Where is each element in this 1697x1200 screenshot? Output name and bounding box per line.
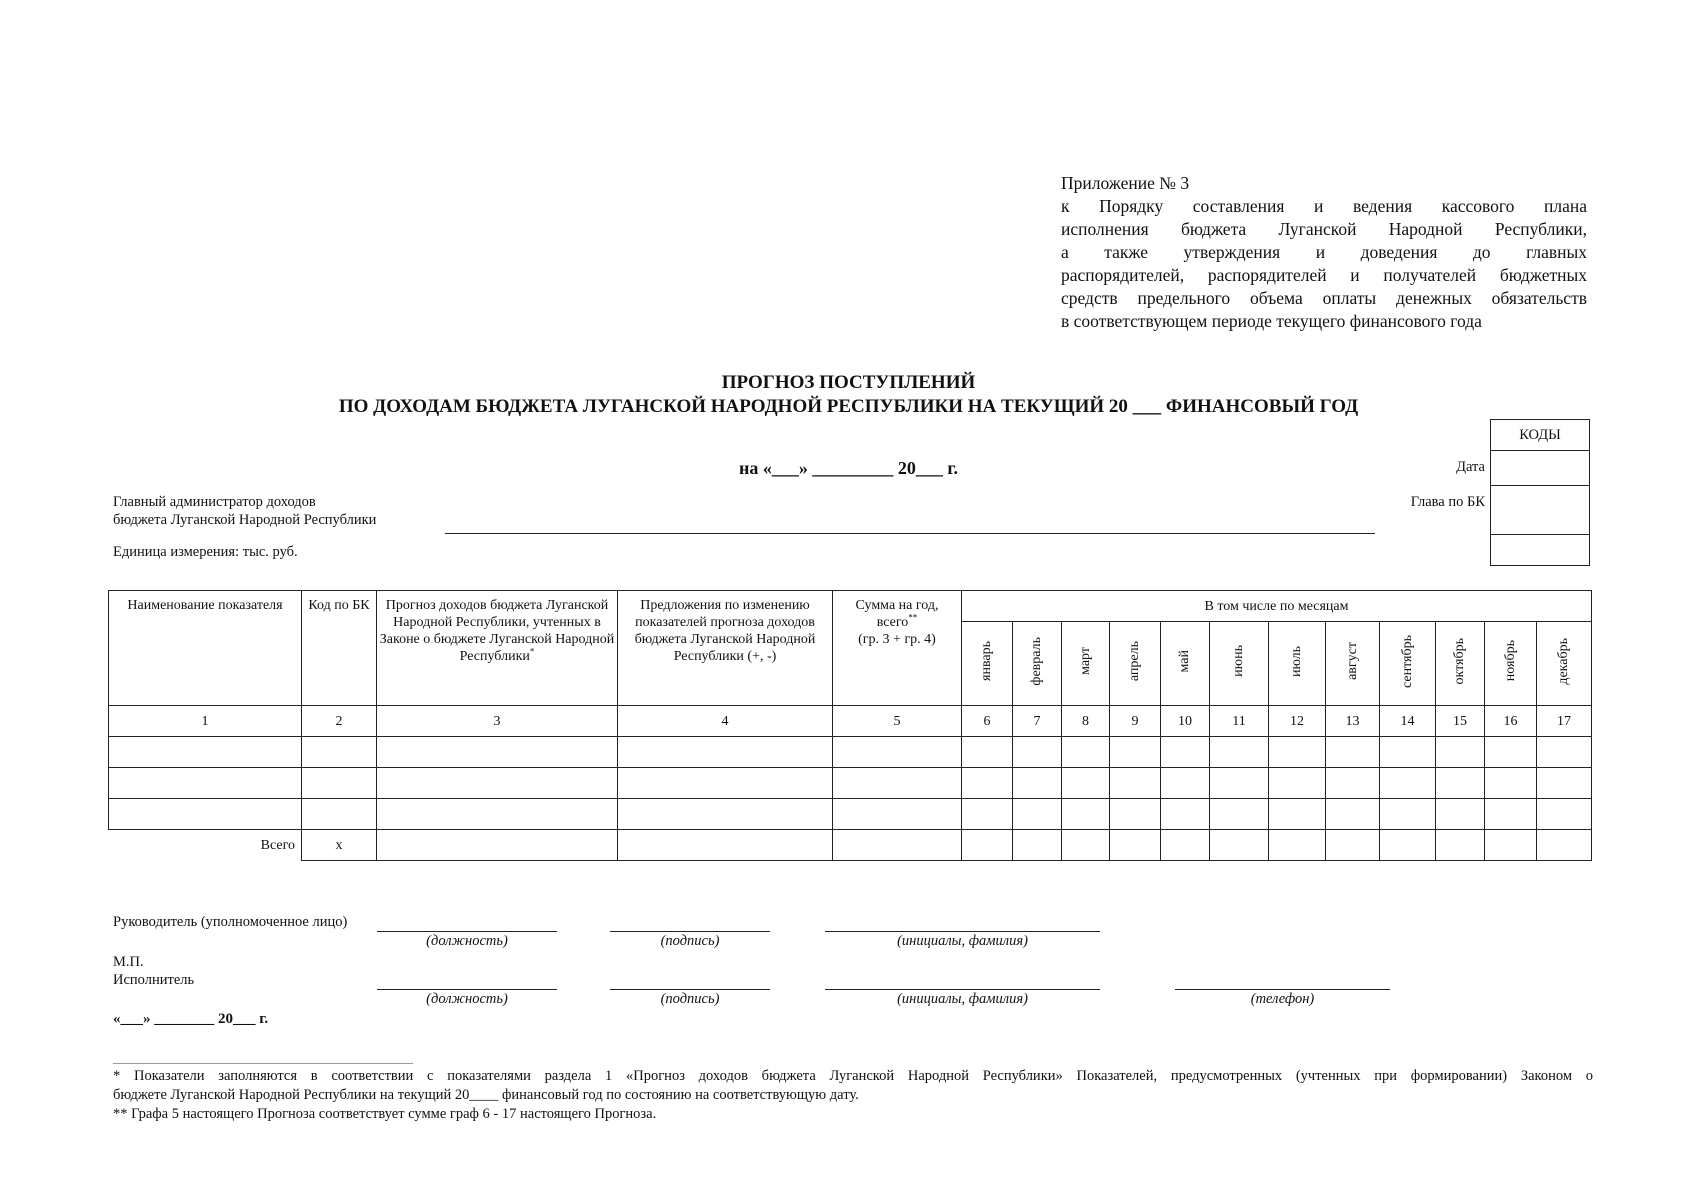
month-label: февраль xyxy=(1029,636,1044,686)
executor-position-caption: (должность) xyxy=(426,991,508,1007)
table-cell[interactable] xyxy=(962,830,1013,861)
table-cell[interactable] xyxy=(377,830,618,861)
total-label: Всего xyxy=(109,830,302,861)
column-number: 10 xyxy=(1161,706,1210,737)
table-row xyxy=(109,799,1592,830)
table-cell[interactable] xyxy=(1210,830,1269,861)
table-cell[interactable] xyxy=(1436,830,1485,861)
header-month xyxy=(1062,622,1110,706)
month-label: сентябрь xyxy=(1399,634,1415,688)
table-cell[interactable] xyxy=(1436,799,1485,830)
column-number: 7 xyxy=(1013,706,1062,737)
table-cell[interactable] xyxy=(1062,768,1110,799)
column-number: 15 xyxy=(1436,706,1485,737)
table-cell[interactable] xyxy=(1380,737,1436,768)
header-month xyxy=(1537,622,1592,706)
column-number: 3 xyxy=(377,706,618,737)
table-cell[interactable] xyxy=(1062,830,1110,861)
admin-label xyxy=(113,493,376,529)
code-chapter-cell[interactable] xyxy=(1491,486,1590,535)
table-cell[interactable] xyxy=(1380,799,1436,830)
header-sum-line-3: (гр. 3 + гр. 4) xyxy=(858,632,936,647)
month-label: март xyxy=(1077,647,1093,675)
annex-block xyxy=(1061,172,1587,333)
executor-name-line[interactable] xyxy=(825,989,1100,990)
table-cell[interactable] xyxy=(1326,830,1380,861)
unit-label: Единица измерения: тыс. руб. xyxy=(113,544,298,560)
table-cell[interactable] xyxy=(1485,799,1537,830)
executor-phone-caption: (телефон) xyxy=(1250,991,1315,1007)
signature-date: «___» ________ 20___ г. xyxy=(113,1011,269,1027)
table-cell[interactable] xyxy=(1110,799,1161,830)
table-cell[interactable] xyxy=(1210,799,1269,830)
header-month xyxy=(1013,622,1062,706)
annex-line: к Порядку составления и ведения кассового плана xyxy=(1061,196,1587,216)
table-cell[interactable] xyxy=(1436,737,1485,768)
header-month xyxy=(1269,622,1326,706)
table-cell[interactable] xyxy=(1380,830,1436,861)
table-cell[interactable] xyxy=(618,768,833,799)
header-month xyxy=(1380,622,1436,706)
column-number: 12 xyxy=(1269,706,1326,737)
column-number: 5 xyxy=(833,706,962,737)
header-forecast-mark: * xyxy=(529,646,535,657)
total-row xyxy=(109,830,1592,861)
header-sum-line-2 xyxy=(833,614,961,631)
table-cell[interactable] xyxy=(377,799,618,830)
annex-heading: Приложение № 3 xyxy=(1061,173,1190,193)
code-chapter-label: Глава по БК xyxy=(1410,494,1485,510)
table-cell[interactable] xyxy=(1161,830,1210,861)
head-signature-caption: (подпись) xyxy=(660,933,720,949)
table-cell[interactable] xyxy=(1326,799,1380,830)
month-label: декабрь xyxy=(1556,637,1571,685)
table-cell[interactable] xyxy=(302,768,377,799)
table-cell[interactable] xyxy=(1013,799,1062,830)
table-cell[interactable] xyxy=(1013,830,1062,861)
month-label: октябрь xyxy=(1452,637,1467,685)
report-date-line: на «___» _________ 20___ г. xyxy=(738,458,958,478)
table-cell[interactable] xyxy=(962,768,1013,799)
head-signature-line[interactable] xyxy=(610,931,770,932)
table-cell[interactable] xyxy=(618,737,833,768)
header-proposals: Предложения по изменению показателей прогноза доходов бюджета Луганской Народной Республики (+, -) xyxy=(618,591,833,706)
table-cell[interactable] xyxy=(1210,768,1269,799)
month-label: июнь xyxy=(1231,645,1246,677)
header-month xyxy=(1485,622,1537,706)
codes-header: КОДЫ xyxy=(1491,420,1590,451)
annex-line: распорядителей, распорядителей и получателей бюджетных xyxy=(1061,265,1587,285)
table-cell[interactable] xyxy=(1110,737,1161,768)
table-cell[interactable] xyxy=(1537,830,1592,861)
month-label: май xyxy=(1177,649,1192,673)
column-number: 11 xyxy=(1210,706,1269,737)
table-row xyxy=(109,768,1592,799)
header-code: Код по БК xyxy=(302,591,377,706)
column-number: 6 xyxy=(962,706,1013,737)
head-name-caption: (инициалы, фамилия) xyxy=(897,933,1028,949)
table-cell[interactable] xyxy=(1013,768,1062,799)
month-label: август xyxy=(1344,642,1360,680)
column-number: 2 xyxy=(302,706,377,737)
column-number: 9 xyxy=(1110,706,1161,737)
table-cell[interactable] xyxy=(109,737,302,768)
table-cell[interactable] xyxy=(1326,737,1380,768)
table-cell[interactable] xyxy=(962,799,1013,830)
admin-line-1: Главный администратор доходов xyxy=(113,494,316,510)
table-cell[interactable] xyxy=(377,737,618,768)
table-cell[interactable] xyxy=(1326,768,1380,799)
forecast-table xyxy=(108,590,1592,861)
table-cell[interactable] xyxy=(1110,768,1161,799)
table-cell[interactable] xyxy=(962,737,1013,768)
header-sum-line-1: Сумма на год, xyxy=(855,598,939,613)
table-cell[interactable] xyxy=(833,830,962,861)
annex-line: исполнения бюджета Луганской Народной Республики, xyxy=(1061,219,1587,239)
header-month xyxy=(1161,622,1210,706)
admin-field-line[interactable] xyxy=(445,533,1375,534)
table-cell[interactable] xyxy=(1161,737,1210,768)
header-month xyxy=(1326,622,1380,706)
table-cell[interactable] xyxy=(1537,799,1592,830)
table-cell[interactable] xyxy=(1485,737,1537,768)
executor-label: Исполнитель xyxy=(113,972,195,988)
header-sum xyxy=(833,591,962,706)
month-label: январь xyxy=(979,641,994,681)
table-cell[interactable] xyxy=(1013,737,1062,768)
table-cell[interactable] xyxy=(1537,768,1592,799)
header-forecast xyxy=(377,591,618,706)
header-sum-mark: ** xyxy=(908,612,918,623)
header-forecast-text: Прогноз доходов бюджета Луганской Народной Республики, учтенных в Законе о бюджете Луганской Народной Республики xyxy=(379,598,615,664)
table-cell[interactable] xyxy=(833,737,962,768)
executor-signature-caption: (подпись) xyxy=(660,991,720,1007)
table-cell[interactable] xyxy=(377,768,618,799)
head-name-line[interactable] xyxy=(825,931,1100,932)
table-cell[interactable] xyxy=(1485,830,1537,861)
table-cell[interactable] xyxy=(1161,768,1210,799)
table-cell[interactable] xyxy=(1110,830,1161,861)
header-month xyxy=(962,622,1013,706)
table-cell[interactable] xyxy=(618,830,833,861)
table-cell[interactable] xyxy=(1062,799,1110,830)
table-cell[interactable] xyxy=(1537,737,1592,768)
column-number: 4 xyxy=(618,706,833,737)
month-label: ноябрь xyxy=(1502,640,1518,682)
header-month xyxy=(1210,622,1269,706)
table-cell[interactable] xyxy=(833,799,962,830)
header-months-group: В том числе по месяцам xyxy=(962,591,1592,622)
table-cell[interactable] xyxy=(109,768,302,799)
title-line-2: ПО ДОХОДАМ БЮДЖЕТА ЛУГАНСКОЙ НАРОДНОЙ РЕСПУБЛИКИ НА ТЕКУЩИЙ 20 ___ ФИНАНСОВЫЙ ГОД xyxy=(338,396,1359,417)
executor-signature-line[interactable] xyxy=(610,989,770,990)
month-label: июль xyxy=(1289,645,1304,677)
code-date-label: Дата xyxy=(1456,459,1485,475)
table-cell[interactable] xyxy=(833,768,962,799)
table-cell[interactable] xyxy=(1062,737,1110,768)
column-number: 16 xyxy=(1485,706,1537,737)
column-number: 17 xyxy=(1537,706,1592,737)
footnote-1-line-2: бюджете Луганской Народной Республики на текущий 20____ финансовый год по состоянию на соответствующую дату. xyxy=(113,1087,859,1103)
head-label: Руководитель (уполномоченное лицо) xyxy=(113,914,348,930)
footnote-2: ** Графа 5 настоящего Прогноза соответствует сумме граф 6 - 17 настоящего Прогноза. xyxy=(113,1106,657,1122)
table-cell[interactable] xyxy=(1269,830,1326,861)
code-date-cell[interactable] xyxy=(1491,451,1590,486)
table-cell[interactable] xyxy=(109,799,302,830)
table-cell[interactable] xyxy=(1269,768,1326,799)
table-row xyxy=(109,737,1592,768)
table-cell[interactable] xyxy=(1210,737,1269,768)
title-line-1: ПРОГНОЗ ПОСТУПЛЕНИЙ xyxy=(721,372,976,393)
header-name: Наименование показателя xyxy=(109,591,302,706)
header-sum-total: всего xyxy=(876,615,909,630)
executor-position-line[interactable] xyxy=(377,989,557,990)
table-cell[interactable] xyxy=(1436,768,1485,799)
annex-line: средств предельного объема оплаты денежных обязательств xyxy=(1061,288,1587,308)
stamp-label: М.П. xyxy=(113,954,144,970)
footnote-separator xyxy=(113,1063,413,1064)
table-cell[interactable] xyxy=(302,737,377,768)
head-position-caption: (должность) xyxy=(426,933,508,949)
executor-phone-line[interactable] xyxy=(1175,989,1390,990)
executor-name-caption: (инициалы, фамилия) xyxy=(897,991,1028,1007)
table-cell[interactable] xyxy=(1161,799,1210,830)
column-number: 13 xyxy=(1326,706,1380,737)
table-cell[interactable] xyxy=(1485,768,1537,799)
header-month xyxy=(1436,622,1485,706)
table-cell[interactable] xyxy=(618,799,833,830)
header-month xyxy=(1110,622,1161,706)
footnote-1-line-1: * Показатели заполняются в соответствии с показателями раздела 1 «Прогноз доходов бюджета Луганской Народной Республики» Показателей, предусмотренных (учтенных при формировании) Законом о xyxy=(113,1068,1593,1084)
annex-line: а также утверждения и доведения до главных xyxy=(1061,242,1587,262)
table-cell[interactable] xyxy=(1269,799,1326,830)
column-number: 8 xyxy=(1062,706,1110,737)
annex-line: в соответствующем периоде текущего финансового года xyxy=(1061,311,1482,331)
column-number: 14 xyxy=(1380,706,1436,737)
admin-line-2: бюджета Луганской Народной Республики xyxy=(113,512,377,528)
table-cell[interactable] xyxy=(1269,737,1326,768)
codes-table xyxy=(1490,419,1590,566)
code-extra-cell[interactable] xyxy=(1491,535,1590,566)
total-code: х xyxy=(302,830,377,861)
month-label: апрель xyxy=(1127,640,1142,682)
table-cell[interactable] xyxy=(302,799,377,830)
column-number: 1 xyxy=(109,706,302,737)
head-position-line[interactable] xyxy=(377,931,557,932)
table-cell[interactable] xyxy=(1380,768,1436,799)
